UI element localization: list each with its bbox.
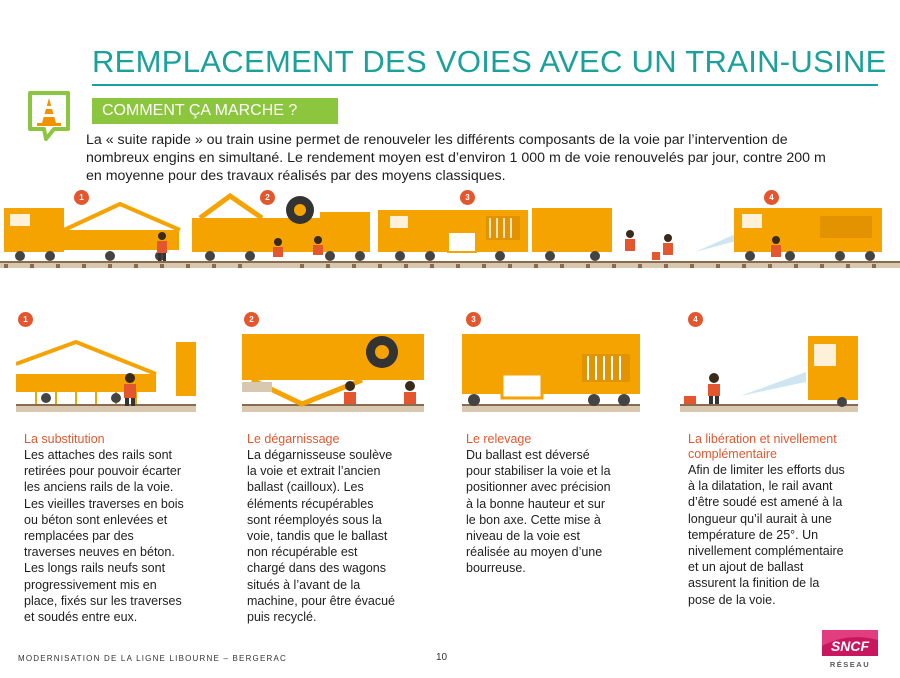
liberation-illustration [680,334,858,418]
step-line: place, fixés sur les traverses [24,593,182,608]
step-line: les anciens rails de la voie. [24,480,174,495]
step-line: Afin de limiter les efforts dus [688,463,845,477]
intro-line: La « suite rapide » ou train usine permet de renouveler les différents composants de la voie par l’intervention de [86,132,788,148]
degarnissage-illustration [242,334,424,418]
step-line: voie, tandis que le ballast [247,529,388,544]
title-underline [92,84,878,86]
step-number-4: 4 [688,312,703,327]
step-body-relevage [466,447,656,577]
step-line: bourreuse. [466,561,526,576]
step-title-line: La libération et nivellement [688,432,837,446]
step-line: d’être soudé est amené à la [688,495,843,510]
step-line: Les vieilles traverses en bois [24,496,184,511]
step-line: réalisée au moyen d’une [466,545,603,560]
step-line: le bon axe. Cette mise à [466,512,601,527]
step-line: à la dilatation, le rail avant [688,479,833,494]
intro-paragraph [86,131,876,185]
step-title-liberation [688,432,837,462]
step-line: et un ajout de ballast [688,560,804,575]
footer-project-name: MODERNISATION DE LA LIGNE LIBOURNE – BERGERAC [18,654,288,663]
step-line: positionner avec précision [466,480,611,495]
intro-line: en moyenne pour des travaux réalisés par des moyens classiques. [86,168,506,184]
step-line: Les longs rails neufs sont [24,561,166,576]
intro-line: nombreux engins en simultané. Le rendement moyen est d’environ 1 000 m de voie renouvelés par jour, contre 200 m [86,150,826,166]
substitution-illustration [16,334,196,418]
step-line: Les attaches des rails sont [24,448,172,462]
step-line: pour stabiliser la voie et la [466,464,611,479]
step-line: assurent la finition de la [688,576,820,591]
scene-marker-3: 3 [460,190,475,205]
logo-reseau-text: RÉSEAU [829,660,871,669]
step-title-line: complémentaire [688,447,777,461]
step-title-relevage: Le relevage [466,432,532,446]
step-line: chargé dans des wagons [247,561,386,576]
step-body-degarnissage [247,447,437,625]
relevage-illustration [462,334,640,418]
step-line: ballast (cailloux). Les [247,480,364,495]
page-number: 10 [436,652,448,663]
step-line: et soudés entre eux. [24,610,138,625]
step-line: à la bonne hauteur et sur [466,496,605,511]
step-line: Du ballast est déversé [466,448,590,462]
step-line: progressivement mis en [24,577,157,592]
section-heading: COMMENT ÇA MARCHE ? [92,98,338,124]
step-number-3: 3 [466,312,481,327]
scene-marker-2: 2 [260,190,275,205]
step-line: sont réemployés sous la [247,512,382,527]
step-line: remplacées par des [24,529,134,544]
scene-marker-1: 1 [74,190,89,205]
step-line: température de 25°. Un [688,527,819,542]
step-number-1: 1 [18,312,33,327]
step-line: la voie et extrait l’ancien [247,464,381,479]
traffic-cone-icon [24,89,74,143]
step-line: puis recyclé. [247,610,317,625]
step-line: La dégarnisseuse soulève [247,448,393,462]
sncf-reseau-logo [818,626,882,670]
step-line: éléments récupérables [247,496,374,511]
step-line: pose de la voie. [688,592,776,607]
step-line: longueur qu’il aurait à une [688,511,832,526]
step-line: nivellement complémentaire [688,544,844,559]
step-line: traverses neuves en béton. [24,545,175,560]
step-line: ou béton sont enlevées et [24,512,168,527]
step-title-degarnissage: Le dégarnissage [247,432,340,446]
logo-sncf-text: SNCF [830,638,870,654]
step-line: niveau de la voie est [466,529,580,544]
step-body-substitution [24,447,214,625]
step-line: non récupérable est [247,545,358,560]
scene-marker-4: 4 [764,190,779,205]
step-line: retirées pour pouvoir écarter [24,464,182,479]
step-number-2: 2 [244,312,259,327]
page-title: REMPLACEMENT DES VOIES AVEC UN TRAIN-USINE [92,44,887,79]
step-body-liberation [688,462,888,608]
step-line: situés à l’avant de la [247,577,361,592]
step-line: machine, pour être évacué [247,593,396,608]
step-title-substitution: La substitution [24,432,105,446]
